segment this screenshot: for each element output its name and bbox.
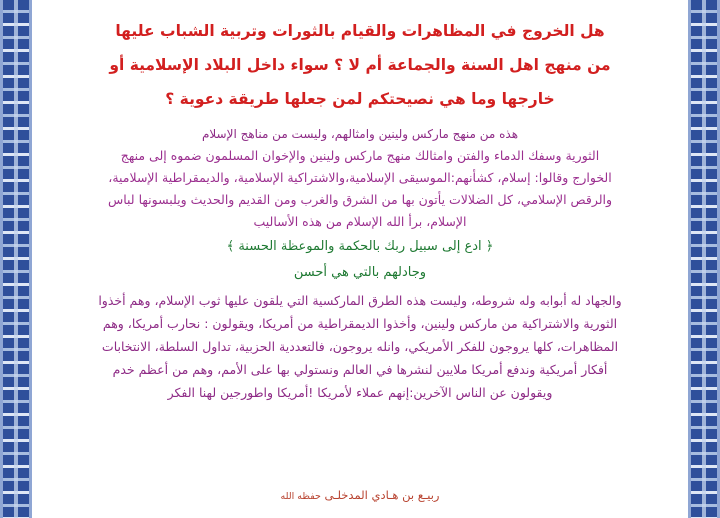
title-line-3: خارجها وما هي نصيحتكم لمن جعلها طريقة دعوية ؟ [165, 90, 555, 108]
title-line-1: هل الخروج في المظاهرات والقيام بالثورات وتربية الشباب عليها [115, 22, 605, 40]
border-inner-line [702, 0, 706, 518]
answer2-paragraph-2: الثورية والاشتراكية من ماركس ولينين، وأخذوا الديمقراطية من أمريكا، ويقولون : نحارب أمريكا، وهم [102, 316, 618, 331]
answer2-paragraph-4: أفكار أمريكية وندفع أمريكا ملايين لنشرها في العالم ونستولي بها على الأمم، وهم من أعظم خدم [112, 362, 608, 377]
answer2-paragraph-5: ويقولون عن الناس الآخرين:إنهم عملاء لأمريكا !أمريكا واطورجين لهنا الفكر [167, 385, 553, 400]
answer-paragraph-1: هذه من منهج ماركس ولينين وامثالهم، وليست من مناهج الإسلام [201, 127, 519, 141]
document-title [42, 14, 678, 116]
answer-paragraph-5: الإسلام، برأ الله الإسلام من هذه الأساليب [253, 214, 467, 229]
answer-block-two [42, 290, 678, 404]
answer-block-one [42, 124, 678, 232]
answer2-paragraph-3: المظاهرات، كلها يروجون للفكر الأمريكي، وانله يروجون، فالتعددية الحزبية، تداول السلطة، الانتخابات [101, 339, 619, 354]
quran-verse-line-1: ﴿ ادع إلى سبيل ربك بالحكمة والموعظة الحسنة ﴾ [226, 239, 494, 254]
answer-paragraph-3: الخوارج وقالوا: إسلام، كشأنهم:الموسيقى الإسلامية،والاشتراكية الإسلامية، والديمقراطية الإسلامية، [108, 170, 612, 185]
author-signature [32, 488, 688, 502]
border-inner-line [14, 0, 18, 518]
title-line-2: من منهج اهل السنة والجماعة أم لا ؟ سواء داخل البلاد الإسلامية أو [109, 56, 611, 74]
answer-paragraph-4: والرقص الإسلامي، كل الضلالات يأتون بها من الشرق والغرب ومن القديم والحديث ويلبسونها لباس [107, 192, 613, 207]
answer-paragraph-2: الثورية وسفك الدماء والفتن وامثالك منهج ماركس ولينين والإخوان المسلمون ضموه إلى منهج [120, 148, 600, 163]
answer2-paragraph-1: والجهاد له أبوابه وله شروطه، وليست هذه الطرق الماركسية التي يلقون عليها ثوب الإسلام، وهم أخذوا [98, 293, 622, 308]
ornamental-border-right [688, 0, 720, 518]
author-name: ربيـع بن هـادي المدخلـى [324, 488, 440, 502]
ornamental-border-left [0, 0, 32, 518]
author-honorific: حفظه الله [280, 491, 321, 502]
quran-verse-line-2: وجادلهم بالتي هي أحسن [293, 265, 427, 280]
document-content [32, 0, 688, 518]
